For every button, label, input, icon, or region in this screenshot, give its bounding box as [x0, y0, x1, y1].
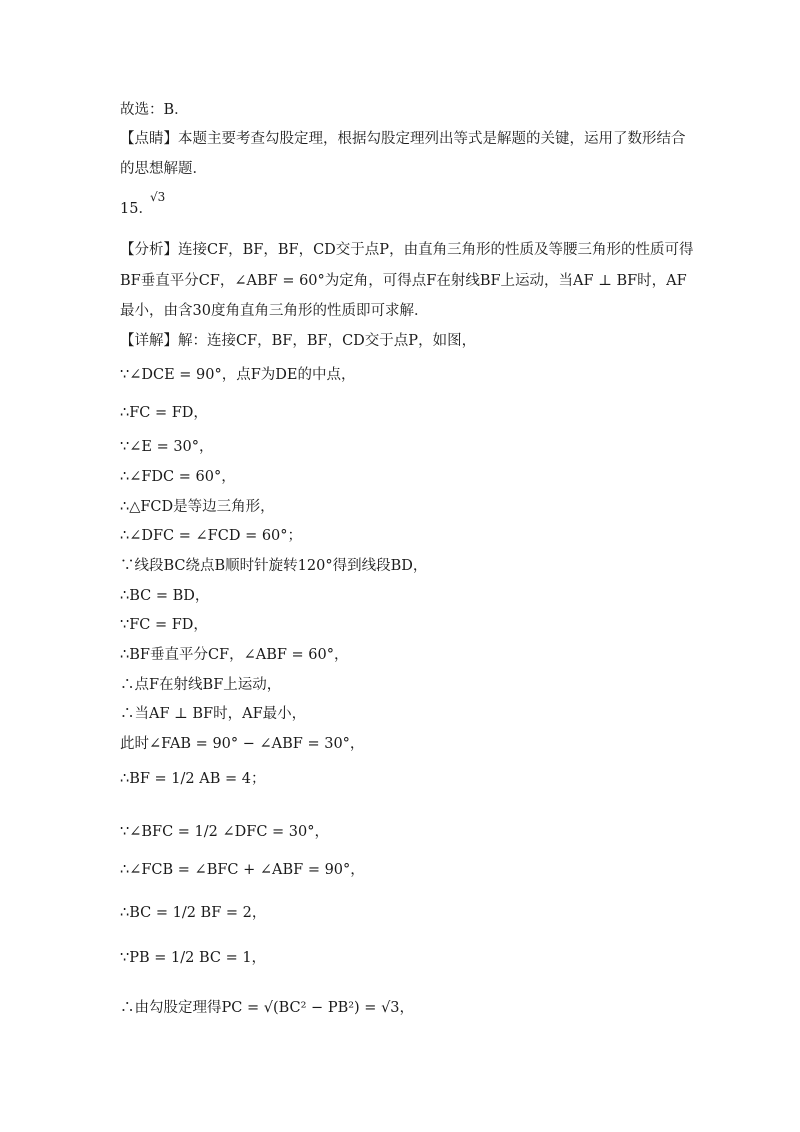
- step-line-16: ∴∠FCB = ∠BFC + ∠ABF = 90°，: [120, 862, 365, 878]
- step-line-19: ∴由勾股定理得PC = √(BC² − PB²) = √3，: [120, 1000, 415, 1016]
- text-line-comment-1: 【点睛】本题主要考查勾股定理，根据勾股定理列出等式是解题的关键，运用了数形结合: [120, 131, 686, 147]
- step-line-14: ∴BF = 1/2 AB = 4；: [120, 771, 266, 787]
- answer-value: √3: [150, 190, 166, 204]
- step-line-8: ∴BC = BD，: [120, 588, 210, 604]
- text-line-analysis-2: BF垂直平分CF，∠ABF = 60°为定角，可得点F在射线BF上运动，当AF ⊥ BF时，AF: [120, 273, 687, 289]
- text-line-solution-intro: 【详解】解：连接CF，BF，BF，CD交于点P，如图，: [120, 333, 477, 349]
- question-number: 15．: [120, 201, 153, 217]
- step-line-11: ∴点F在射线BF上运动，: [120, 677, 282, 693]
- step-line-9: ∵FC = FD，: [120, 617, 208, 633]
- step-line-4: ∴∠FDC = 60°，: [120, 469, 236, 485]
- step-line-1: ∵∠DCE = 90°，点F为DE的中点，: [120, 367, 356, 383]
- step-line-6: ∴∠DFC = ∠FCD = 60°；: [120, 528, 303, 544]
- step-line-3: ∵∠E = 30°，: [120, 439, 214, 455]
- step-line-5: ∴△FCD是等边三角形，: [120, 499, 275, 515]
- text-line-analysis-3: 最小，由含30度角直角三角形的性质即可求解．: [120, 303, 429, 319]
- step-line-17: ∴BC = 1/2 BF = 2，: [120, 905, 267, 921]
- step-line-18: ∵PB = 1/2 BC = 1，: [120, 950, 267, 966]
- text-line-comment-2: 的思想解题．: [120, 161, 207, 177]
- step-line-15: ∵∠BFC = 1/2 ∠DFC = 30°，: [120, 824, 329, 840]
- text-line-analysis-1: 【分析】连接CF，BF，BF，CD交于点P，由直角三角形的性质及等腰三角形的性质可得: [120, 242, 694, 258]
- step-line-2: ∴FC = FD，: [120, 405, 208, 421]
- step-line-10: ∴BF垂直平分CF，∠ABF = 60°，: [120, 647, 349, 663]
- step-line-7: ∵线段BC绕点B顺时针旋转120°得到线段BD，: [120, 558, 428, 574]
- text-line-answer: 故选：B．: [120, 102, 189, 118]
- step-line-13: 此时∠FAB = 90° − ∠ABF = 30°，: [120, 736, 365, 752]
- step-line-12: ∴当AF ⊥ BF时，AF最小，: [120, 706, 307, 722]
